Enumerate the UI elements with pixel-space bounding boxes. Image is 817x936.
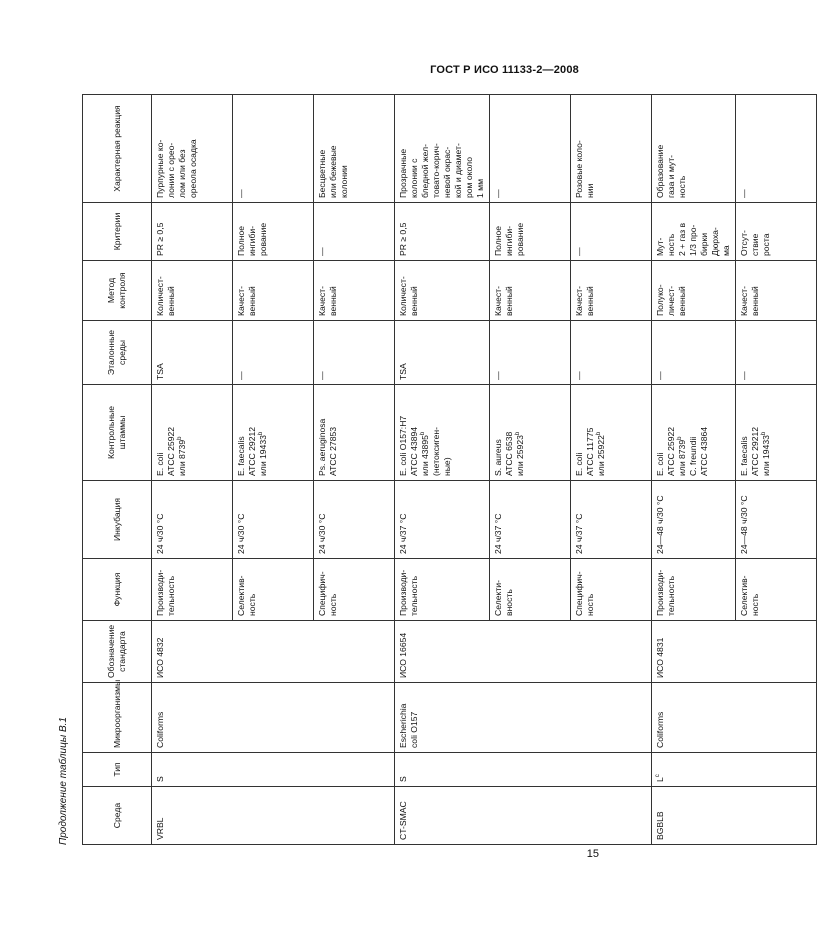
cell-criteria [152,203,233,261]
cell-incubation-text: 24 ч/30 °С [236,513,246,554]
cell-criteria [736,203,817,261]
cell-reaction-text: Бесцветные или бежевые колонии [317,145,349,198]
cell-incubation [736,481,817,559]
footnote-mark: c [655,774,662,778]
cell-method [152,261,233,321]
cell-method-text: Количест- венный [155,276,176,316]
cell-criteria [233,203,314,261]
cell-microorganisms [395,683,652,753]
cell-reaction [395,95,490,203]
cell-medium-text: CT-SMAC [398,801,408,840]
cell-standard [395,621,652,683]
cell-criteria-text: Полное ингиби- рование [493,222,525,256]
footnote-mark: b [515,431,522,436]
cell-standard-text: ИСО 4831 [655,637,665,678]
cell-incubation-text: 24—48 ч/30 °С [655,495,665,554]
cell-reference [571,321,652,385]
cell-method [314,261,395,321]
cell-reaction [652,95,736,203]
column-header: Среда [83,787,152,845]
document-header: ГОСТ Р ИСО 11133-2—2008 [430,64,579,76]
cell-standard-text: ИСО 16654 [398,632,408,678]
cell-reference-text: — [493,371,503,380]
column-header: Характерная реакция [83,95,152,203]
cell-incubation [395,481,490,559]
cell-method [571,261,652,321]
cell-strains [395,385,490,481]
cell-function [736,559,817,621]
cell-function-text: Производи- тельность [398,569,419,616]
cell-reference-text: TSA [398,363,408,380]
footnote-mark: b [761,431,768,436]
cell-strains [571,385,652,481]
cell-incubation [152,481,233,559]
cell-function [314,559,395,621]
cell-method [736,261,817,321]
cell-criteria-text: — [574,247,584,256]
cell-method-text: Полуко- личест- венный [655,284,687,316]
cell-method [395,261,490,321]
table-caption: Продолжение таблицы В.1 [58,717,69,845]
cell-method-text: Качест- венный [493,286,514,316]
cell-microorganisms [152,683,395,753]
cell-incubation [571,481,652,559]
column-header: Критерии [83,203,152,261]
cell-reaction [571,95,652,203]
cell-standard-text: ИСО 4832 [155,637,165,678]
strain-note: (нетоксиген- ные) [431,426,452,476]
cell-microorganisms-text: Coliforms [655,711,665,748]
cell-reaction-text: Прозрачные колонии с бледной жел- товато-корич- невой окрас- кой и диамет- ром около 1 мм [398,143,485,198]
cell-strains-text: E. coli O157:H7 ATCC 43894 или 43895 [398,415,430,476]
cell-microorganisms-text: Coliforms [155,711,165,748]
cell-criteria [395,203,490,261]
cell-reaction [233,95,314,203]
data-table [82,94,817,845]
cell-criteria-text: Полное ингиби- рование [236,222,268,256]
column-header: Обозначение стандарта [83,621,152,683]
cell-medium [395,787,652,845]
cell-incubation-text: 24 ч/37 °С [493,513,503,554]
cell-medium [152,787,395,845]
cell-reference-text: — [317,371,327,380]
cell-reference [395,321,490,385]
cell-incubation-text: 24 ч/37 °С [574,513,584,554]
cell-type [395,753,652,787]
cell-type-text: S [398,776,408,782]
cell-incubation [233,481,314,559]
cell-incubation-text: 24 ч/30 °С [155,513,165,554]
cell-reaction-text: Розовые коло- нии [574,140,595,198]
cell-criteria-text: — [317,247,327,256]
cell-criteria [652,203,736,261]
footnote-mark: b [258,431,265,436]
column-header: Эталонные среды [83,321,152,385]
cell-reference [490,321,571,385]
cell-strains [152,385,233,481]
cell-function-text: Производи- тельность [655,569,676,616]
cell-reaction-text: — [739,189,749,198]
cell-reference [152,321,233,385]
cell-strains [736,385,817,481]
column-header: Тип [83,753,152,787]
footnote-mark: b [420,431,427,436]
cell-criteria [314,203,395,261]
cell-type-text: L [655,777,665,782]
cell-function-text: Специфич- ность [574,571,595,616]
cell-function [152,559,233,621]
cell-reference-text: — [655,371,665,380]
cell-function [490,559,571,621]
page-number: 15 [586,848,599,860]
cell-standard [152,621,395,683]
column-header: Микроорганизмы [83,683,152,753]
cell-reaction [152,95,233,203]
cell-strains-text: E. faecalis ATCC 29212 или 19433 [739,426,771,476]
cell-criteria [571,203,652,261]
column-header: Функция [83,559,152,621]
table-header-row [83,95,152,845]
cell-reference [233,321,314,385]
table-row [395,95,490,845]
strain-note: C. freundii ATCC 43864 [688,426,709,476]
cell-type [152,753,395,787]
cell-type [652,753,817,787]
cell-reaction [314,95,395,203]
cell-type-text: S [155,776,165,782]
footnote-mark: b [177,436,184,440]
table-row [152,95,233,845]
column-header: Инкубация [83,481,152,559]
table-body [152,95,817,845]
footnote-mark: b [677,436,684,440]
cell-function [233,559,314,621]
cell-strains-text: E. coli ATCC 25922 или 8739 [155,426,187,476]
cell-function-text: Селектив- ность [739,575,760,616]
cell-criteria-text: Отсут- ствие роста [739,230,771,256]
cell-reaction-text: — [236,189,246,198]
cell-reaction-text: Пурпурные ко- лонии с орео- лом или без ореола осадка [155,139,198,198]
cell-microorganisms [652,683,817,753]
cell-incubation [490,481,571,559]
cell-reference-text: — [739,371,749,380]
cell-method-text: Качест- венный [317,286,338,316]
cell-incubation-text: 24—48 ч/30 °С [739,495,749,554]
cell-medium-text: VRBL [155,817,165,840]
cell-criteria-text: Мут- ность 2 + газ в 1/3 про- бирки Дюрха- ма [655,222,731,256]
cell-strains [652,385,736,481]
cell-criteria-text: PR ≥ 0,5 [155,222,165,256]
cell-function-text: Производи- тельность [155,569,176,616]
cell-function [652,559,736,621]
cell-strains-text: E. coli ATCC 11775 или 25922 [574,427,606,476]
cell-criteria-text: PR ≥ 0,5 [398,222,408,256]
rotated-table-area [58,95,771,845]
cell-reference-text: TSA [155,363,165,380]
cell-method-text: Качест- венный [574,286,595,316]
cell-strains [233,385,314,481]
cell-strains-text: S. aureus ATCC 6538 или 25923 [493,431,525,476]
cell-strains-text: E. faecalis ATCC 29212 или 19433 [236,426,268,476]
cell-standard [652,621,817,683]
cell-strains [490,385,571,481]
cell-method [233,261,314,321]
cell-reaction-text: Образование газа и мут- ность [655,144,687,198]
cell-incubation [652,481,736,559]
cell-method [490,261,571,321]
cell-strains-text: E. coli ATCC 25922 или 8739 [655,426,687,476]
cell-method-text: Качест- венный [236,286,257,316]
cell-reaction [736,95,817,203]
cell-reaction [490,95,571,203]
cell-criteria [490,203,571,261]
cell-strains-text: Ps. aeruginosa ATCC 27853 [317,418,338,476]
cell-medium [652,787,817,845]
cell-medium-text: BGBLB [655,811,665,840]
cell-function [571,559,652,621]
cell-reaction-text: — [493,189,503,198]
cell-method-text: Качест- венный [739,286,760,316]
column-header: Метод контроля [83,261,152,321]
cell-function-text: Специфич- ность [317,571,338,616]
cell-reference-text: — [574,371,584,380]
cell-reference-text: — [236,371,246,380]
cell-reference [736,321,817,385]
cell-incubation [314,481,395,559]
cell-method-text: Количест- венный [398,276,419,316]
footnote-mark: b [596,431,603,436]
cell-method [652,261,736,321]
cell-incubation-text: 24 ч/37 °С [398,513,408,554]
cell-function-text: Селекти- вность [493,580,514,616]
cell-incubation-text: 24 ч/30 °С [317,513,327,554]
cell-function-text: Селектив- ность [236,575,257,616]
cell-reference [652,321,736,385]
cell-microorganisms-text: Escherichia coli O157 [398,703,419,748]
cell-strains [314,385,395,481]
cell-reference [314,321,395,385]
cell-function [395,559,490,621]
column-header: Контрольные штаммы [83,385,152,481]
table-row [652,95,736,845]
